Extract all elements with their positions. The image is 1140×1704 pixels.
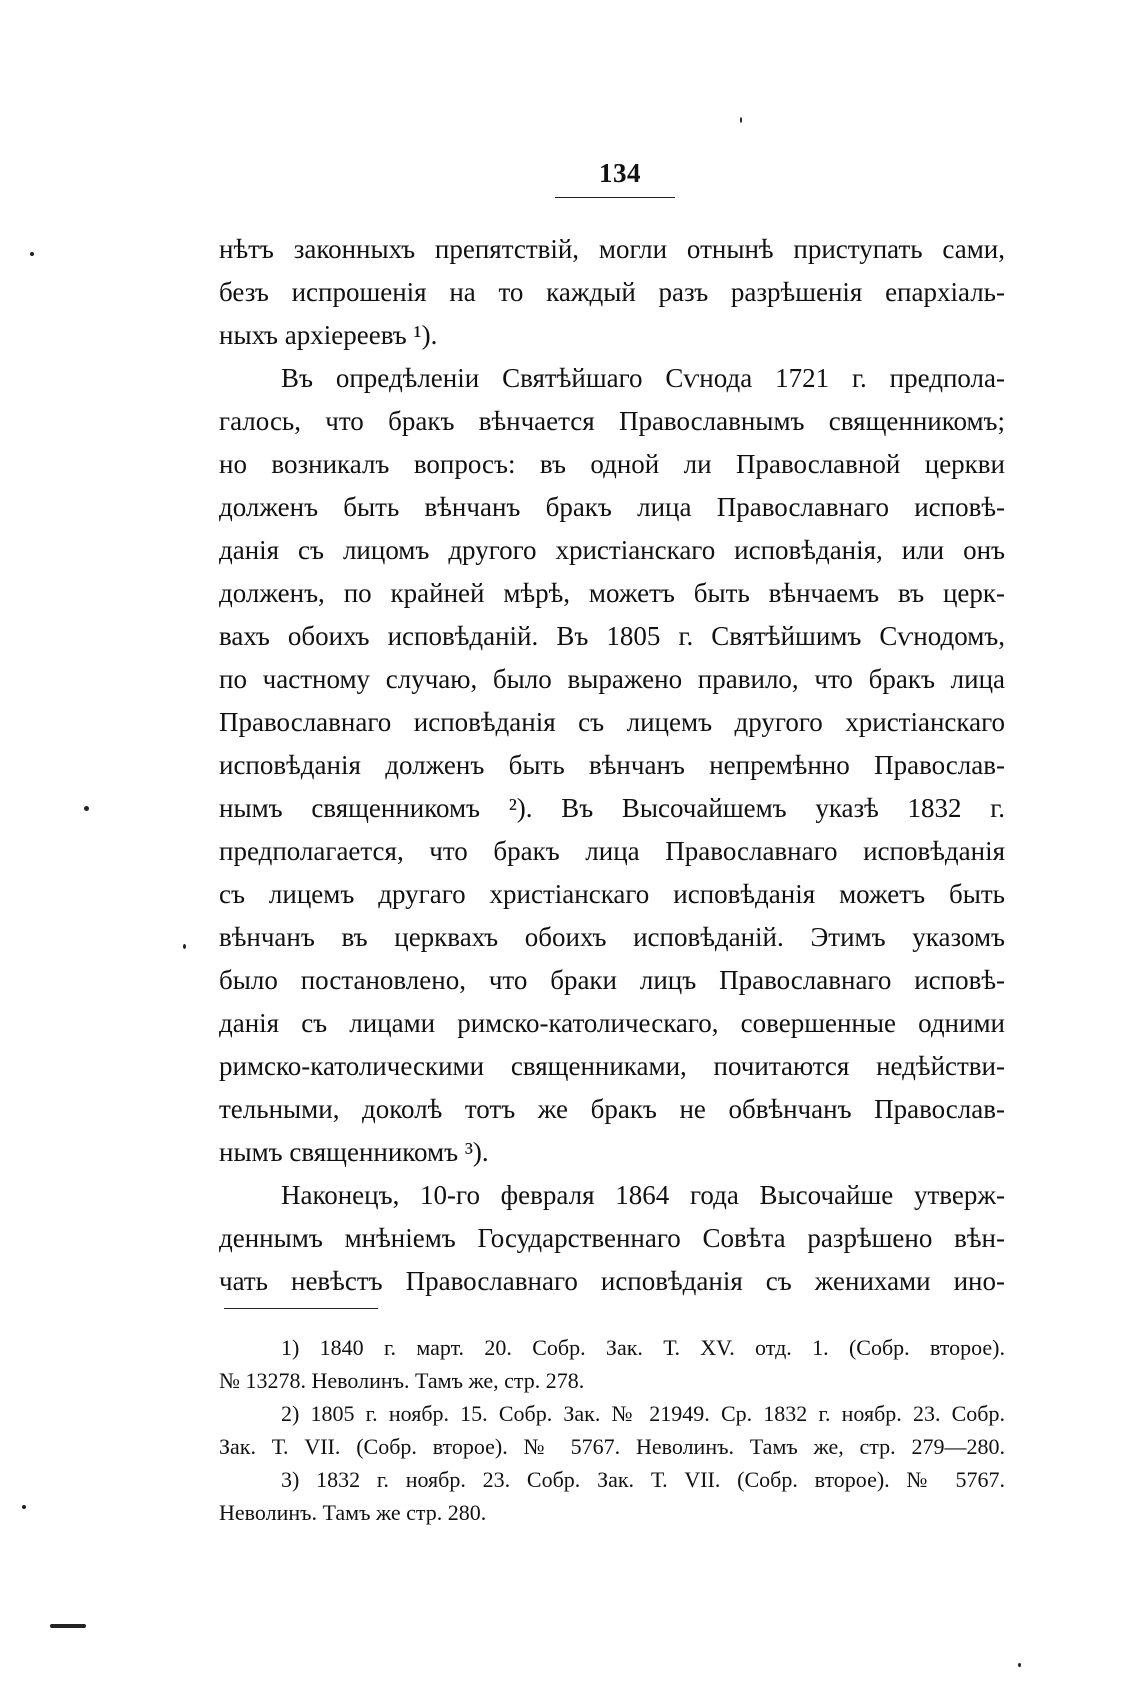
text-line: ныхъ архіереевъ ¹). <box>219 320 438 350</box>
footnote-line: Неволинъ. Тамъ же стр. 280. <box>219 1500 487 1525</box>
text-line: тельными, доколѣ тотъ же бракъ не обвѣнчанъ Православ- <box>219 1094 1005 1124</box>
text-line: по частному случаю, было выражено правило, что бракъ лица <box>219 664 1005 694</box>
scan-speck <box>740 117 742 123</box>
footnote-line: № 13278. Неволинъ. Тамъ же, стр. 278. <box>219 1368 585 1393</box>
text-line: галось, что бракъ вѣнчается Православнымъ священникомъ; <box>219 406 1005 436</box>
text-line: нѣтъ законныхъ препятствій, могли отнынѣ приступать сами, <box>219 234 1005 264</box>
text-line: данія съ лицомъ другого христіанскаго исповѣданія, или онъ <box>219 535 1005 565</box>
text-line: было постановлено, что браки лицъ Православнаго исповѣ- <box>219 965 1005 995</box>
text-line: вѣнчанъ въ церквахъ обоихъ исповѣданій. Этимъ указомъ <box>219 922 1005 952</box>
text-line: но возникалъ вопросъ: въ одной ли Православной церкви <box>219 449 1005 479</box>
text-line: исповѣданія долженъ быть вѣнчанъ непремѣнно Православ- <box>219 750 1005 780</box>
footnote-line: 3) 1832 г. ноябр. 23. Собр. Зак. Т. VII. (Собр. второе). № 5767. <box>281 1467 1005 1492</box>
footnote-line: 2) 1805 г. ноябр. 15. Собр. Зак. № 21949. Ср. 1832 г. ноябр. 23. Собр. <box>281 1401 1005 1426</box>
scan-speck <box>183 944 186 949</box>
page-number-rule <box>555 197 675 198</box>
footnote-line: 1) 1840 г. март. 20. Собр. Зак. Т. XV. отд. 1. (Собр. второе). <box>281 1335 1005 1360</box>
text-line: съ лицемъ другаго христіанскаго исповѣданія можетъ быть <box>219 879 1005 909</box>
footnote-line: Зак. Т. VII. (Собр. второе). № 5767. Неволинъ. Тамъ же, стр. 279—280. <box>219 1434 1005 1459</box>
scan-speck <box>84 806 89 811</box>
text-line: предполагается, что бракъ лица Православнаго исповѣданія <box>219 836 1005 866</box>
body-text <box>219 228 1005 1303</box>
scan-speck <box>30 252 34 256</box>
text-line: Православнаго исповѣданія съ лицемъ другого христіанскаго <box>219 707 1005 737</box>
text-line: нымъ священникомъ ³). <box>219 1137 489 1167</box>
scan-speck <box>1018 1663 1021 1667</box>
footnote-rule <box>224 1308 378 1309</box>
scan-speck <box>22 1505 26 1509</box>
text-line: долженъ быть вѣнчанъ бракъ лица Православнаго исповѣ- <box>219 492 1005 522</box>
text-line: Наконецъ, 10-го февраля 1864 года Высочайше утверж- <box>281 1180 1005 1210</box>
text-line: римско-католическими священниками, почитаются недѣйстви- <box>219 1051 1005 1081</box>
scan-speck <box>50 1624 86 1628</box>
text-line: долженъ, по крайней мѣрѣ, можетъ быть вѣнчаемъ въ церк- <box>219 578 1005 608</box>
text-line: Въ опредѣленіи Святѣйшаго Сѵнода 1721 г. предпола- <box>281 363 1005 393</box>
text-line: деннымъ мнѣніемъ Государственнаго Совѣта разрѣшено вѣн- <box>219 1223 1005 1253</box>
page-number: 134 <box>599 158 641 188</box>
footnotes <box>219 1331 1005 1529</box>
text-line: данія съ лицами римско-католическаго, совершенные одними <box>219 1008 1005 1038</box>
text-line: вахъ обоихъ исповѣданій. Въ 1805 г. Святѣйшимъ Сѵнодомъ, <box>219 621 1005 651</box>
text-line: нымъ священникомъ ²). Въ Высочайшемъ указѣ 1832 г. <box>219 793 1005 823</box>
text-line: безъ испрошенія на то каждый разъ разрѣшенія епархіаль- <box>219 277 1005 307</box>
text-line: чать невѣстъ Православнаго исповѣданія съ женихами ино- <box>219 1266 1005 1296</box>
